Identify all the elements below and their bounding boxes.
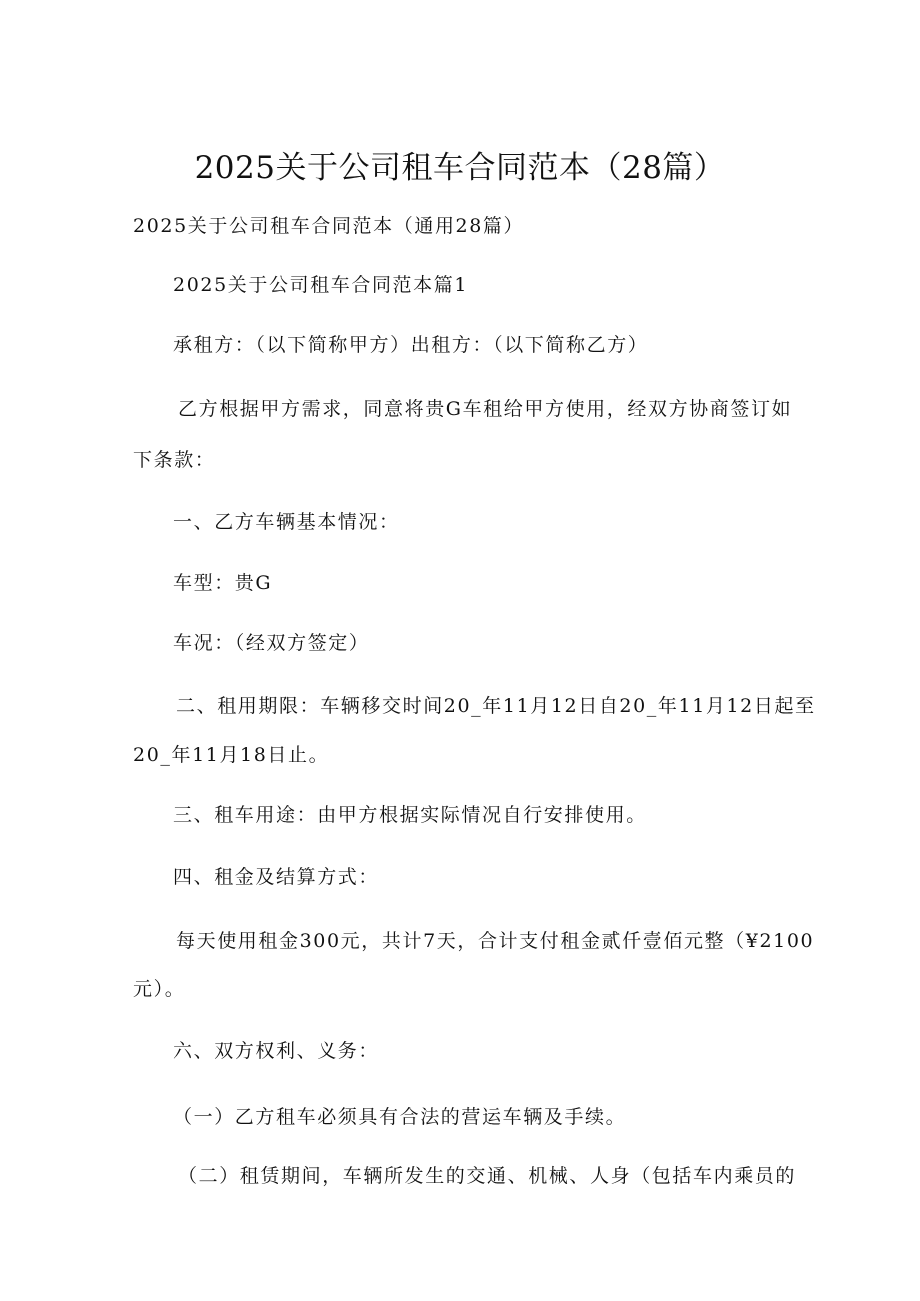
section-heading: 2025关于公司租车合同范本篇1 bbox=[173, 274, 469, 296]
clause-3: 三、租车用途：由甲方根据实际情况自行安排使用。 bbox=[173, 804, 647, 826]
clause-6-heading: 六、双方权利、义务： bbox=[173, 1040, 380, 1062]
clause-2-line-2: 20_年11月18日止。 bbox=[133, 744, 330, 766]
document-title: 2025关于公司租车合同范本（28篇） bbox=[194, 150, 726, 186]
intro-paragraph-line-2: 下条款： bbox=[133, 449, 216, 471]
document-subtitle: 2025关于公司租车合同范本（通用28篇） bbox=[133, 215, 525, 237]
car-model: 车型：贵G bbox=[173, 572, 273, 594]
clause-6-item-1: （一）乙方租车必须具有合法的营运车辆及手续。 bbox=[173, 1106, 627, 1128]
rent-paragraph-line-1: 每天使用租金300元，共计7天，合计支付租金贰仟壹佰元整（¥2100 bbox=[176, 930, 815, 952]
clause-1-heading: 一、乙方车辆基本情况： bbox=[173, 511, 400, 533]
clause-2-line-1: 二、租用期限：车辆移交时间20_年11月12日自20_年11月12日起至 bbox=[176, 695, 816, 717]
clause-4-heading: 四、租金及结算方式： bbox=[173, 866, 380, 888]
clause-6-item-2: （二）租赁期间，车辆所发生的交通、机械、人身（包括车内乘员的 bbox=[178, 1165, 797, 1187]
car-condition: 车况：（经双方签定） bbox=[173, 632, 370, 654]
rent-paragraph-line-2: 元）。 bbox=[133, 978, 186, 1000]
intro-paragraph-line-1: 乙方根据甲方需求，同意将贵G车租给甲方使用，经双方协商签订如 bbox=[178, 398, 793, 420]
parties-paragraph: 承租方：（以下简称甲方）出租方：（以下简称乙方） bbox=[173, 334, 649, 356]
